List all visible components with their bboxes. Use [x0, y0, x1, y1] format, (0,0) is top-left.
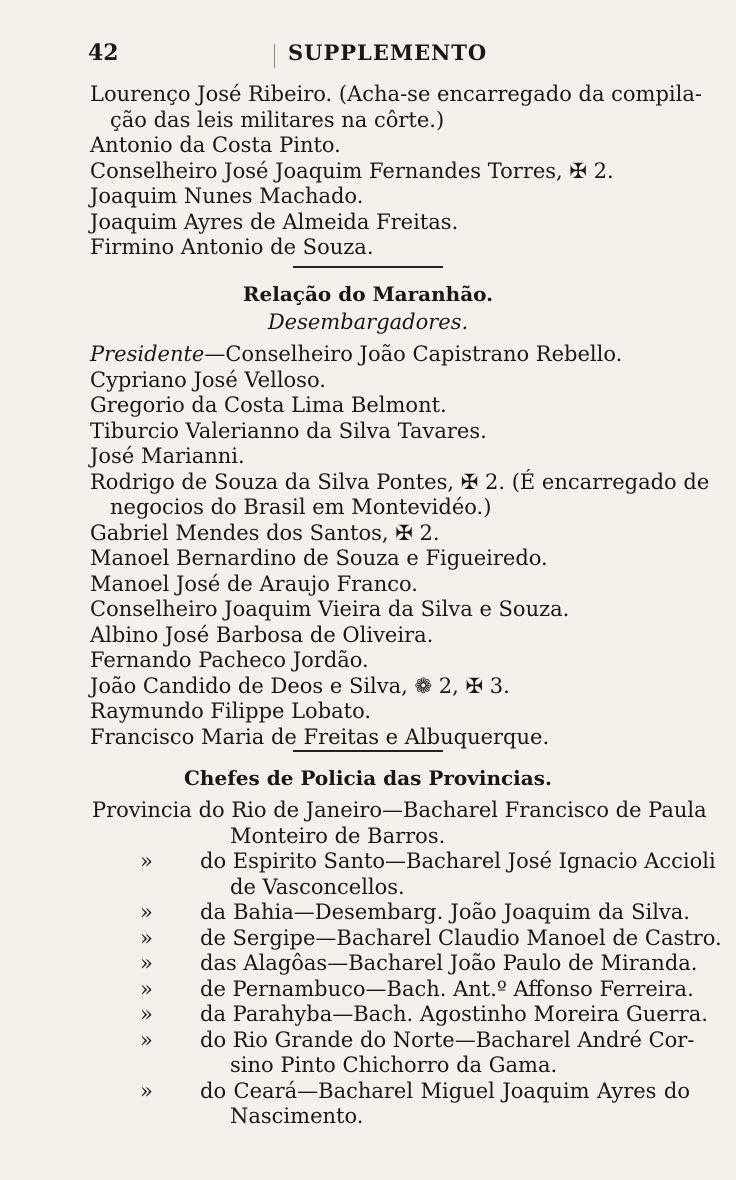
- province-text: de Pernambuco—Bach. Ant.º Affonso Ferreira.: [200, 976, 694, 1001]
- province-row-continuation: [0, 824, 736, 850]
- page-number: 42: [88, 40, 119, 66]
- province-row-continuation: [0, 1053, 736, 1079]
- ditto-mark: »: [140, 1002, 153, 1026]
- province-text: da Parahyba—Bach. Agostinho Moreira Guerra.: [200, 1002, 708, 1026]
- list-item: Albino José Barbosa de Oliveira.: [90, 622, 434, 647]
- header-divider: [274, 44, 275, 68]
- list-item: Firmino Antonio de Souza.: [90, 235, 374, 259]
- ditto-mark: »: [140, 900, 153, 924]
- list-item: Tiburcio Valerianno da Silva Tavares.: [90, 418, 487, 443]
- page-header: [88, 40, 688, 72]
- president-name: —Conselheiro João Capistrano Rebello.: [204, 342, 623, 366]
- list-item: João Candido de Deos e Silva, ❁ 2, ✠ 3.: [90, 673, 510, 698]
- running-title: SUPPLEMENTO: [288, 40, 488, 65]
- province-row: [0, 798, 736, 824]
- section-divider: [0, 750, 736, 752]
- list-item: Antonio da Costa Pinto.: [90, 133, 341, 157]
- list-item: Raymundo Filippe Lobato.: [90, 699, 372, 723]
- list-item: Joaquim Nunes Machado.: [90, 184, 364, 208]
- ditto-mark: »: [140, 1027, 153, 1052]
- province-text: do Ceará—Bacharel Miguel Joaquim Ayres do: [200, 1078, 690, 1103]
- province-text: das Alagôas—Bacharel João Paulo de Miranda.: [200, 951, 698, 975]
- province-text: sino Pinto Chichorro da Gama.: [230, 1053, 558, 1077]
- province-row: [0, 1028, 736, 1054]
- list-item: ção das leis militares na côrte.): [110, 107, 445, 132]
- list-item: Francisco Maria de Freitas e Albuquerque.: [90, 724, 550, 749]
- province-text: do Espirito Santo—Bacharel José Ignacio Accioli: [200, 849, 716, 873]
- province-row: [0, 951, 736, 977]
- province-text: Monteiro de Barros.: [230, 823, 446, 848]
- province-row: [0, 1002, 736, 1028]
- province-row: [0, 849, 736, 875]
- maranhao-section: [0, 280, 736, 750]
- chefes-section: [0, 764, 736, 1130]
- province-text: Nascimento.: [230, 1104, 364, 1128]
- province-row: [0, 926, 736, 952]
- ditto-mark: »: [140, 976, 153, 1001]
- province-row-continuation: [0, 1104, 736, 1130]
- section-title: Relação do Maranhão.: [242, 282, 494, 306]
- ditto-mark: »: [140, 849, 153, 873]
- province-row: [0, 900, 736, 926]
- province-text: de Sergipe—Bacharel Claudio Manoel de Castro.: [200, 925, 722, 950]
- province-text: do Rio Grande do Norte—Bacharel André Cor-: [200, 1027, 695, 1052]
- ditto-mark: »: [140, 925, 153, 950]
- province-text: da Bahia—Desembarg. João Joaquim da Silva.: [200, 900, 690, 924]
- section-subtitle: Desembargadores.: [267, 310, 469, 334]
- section-title: Chefes de Policia das Provincias.: [184, 766, 552, 790]
- list-item: Lourenço José Ribeiro. (Acha-se encarregado da compila-: [90, 82, 702, 106]
- ditto-mark: »: [140, 951, 153, 975]
- list-item: Manoel José de Araujo Franco.: [90, 571, 418, 596]
- province-text: Provincia do Rio de Janeiro—Bacharel Francisco de Paula: [92, 798, 707, 822]
- president-label: Presidente: [90, 342, 205, 366]
- list-item: José Marianni.: [90, 444, 245, 468]
- list-item: Cypriano José Velloso.: [90, 367, 326, 392]
- province-row: [0, 1079, 736, 1105]
- president-line: [90, 342, 736, 368]
- ditto-mark: »: [140, 1078, 153, 1103]
- list-item: Conselheiro Joaquim Vieira da Silva e Souza.: [90, 597, 570, 621]
- section-divider: [0, 266, 736, 268]
- list-item: Manoel Bernardino de Souza e Figueiredo.: [90, 546, 548, 570]
- intro-names-list: [0, 82, 736, 261]
- list-item: negocios do Brasil em Montevidéo.): [110, 495, 492, 519]
- list-item: Rodrigo de Souza da Silva Pontes, ✠ 2. (É encarregado de: [90, 469, 710, 494]
- province-row-continuation: [0, 875, 736, 901]
- list-item: Fernando Pacheco Jordão.: [90, 648, 369, 672]
- list-item: Conselheiro José Joaquim Fernandes Torres, ✠ 2.: [90, 158, 614, 183]
- province-row: [0, 977, 736, 1003]
- list-item: Gabriel Mendes dos Santos, ✠ 2.: [90, 520, 440, 545]
- province-text: de Vasconcellos.: [230, 874, 405, 899]
- list-item: Gregorio da Costa Lima Belmont.: [90, 393, 447, 417]
- list-item: Joaquim Ayres de Almeida Freitas.: [90, 209, 459, 234]
